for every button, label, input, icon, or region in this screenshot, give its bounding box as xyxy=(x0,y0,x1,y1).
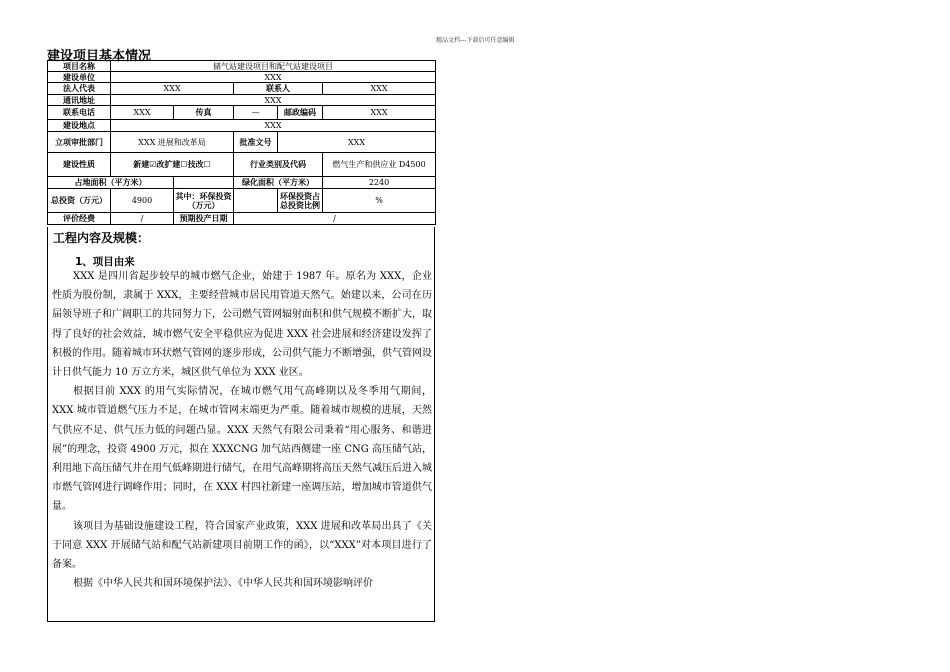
subsection-title: 1、项目由来 xyxy=(75,256,135,268)
nature-label: 建设性质 xyxy=(48,153,111,177)
address-label: 通讯地址 xyxy=(48,95,111,106)
project-name-value: 储气站建设项目和配气站建设项目 xyxy=(111,61,436,72)
location-value: XXX xyxy=(111,120,436,132)
phone-value: XXX xyxy=(111,106,174,120)
header-watermark: 精品文档---下载后可任意编辑 xyxy=(436,37,515,44)
approval-doc-value: XXX xyxy=(278,132,436,153)
area-value xyxy=(174,177,234,189)
total-investment-label: 总投资（万元） xyxy=(48,189,111,213)
total-investment-value: 4900 xyxy=(111,189,174,213)
green-area-value: 2240 xyxy=(323,177,436,189)
contact-value: XXX xyxy=(323,83,436,95)
area-label: 占地面积（平方米） xyxy=(48,177,174,189)
production-date-value: / xyxy=(234,213,436,225)
legal-rep-value: XXX xyxy=(111,83,234,95)
fax-value: — xyxy=(234,106,278,120)
industry-value: 燃气生产和供应业 D4500 xyxy=(323,153,436,177)
paragraph: 该项目为基础设施建设工程，符合国家产业政策，XXX 进展和改革局出具了《关于同意 XXX 开展储气站和配气站新建项目前期工作的函》，以“XXX”对本项目进行了备案。 xyxy=(52,520,432,571)
eval-fee-label: 评价经费 xyxy=(48,213,111,225)
location-label: 建设地点 xyxy=(48,120,111,132)
paragraph: 根据《中华人民共和国环境保护法》、《中华人民共和国环境影响评价 xyxy=(73,578,373,590)
project-name-label: 项目名称 xyxy=(48,61,111,72)
paragraph: 根据目前 XXX 的用气实际情况，在城市燃气用气高峰期以及冬季用气期间，XXX 城市管道燃气压力不足，在城市管网末端更为严重。随着城市规模的进展，天然气供应不足、供气压力低的问题凸显。XXX 天然气有限公司秉着“用心服务、和谐进展”的理念，投资 4900 万元，拟在 XXXCNG 加气站西侧建一座 CNG 高压储气站，利用地下高压储气井在用气低峰期进行储气，在用气高峰期将高压天然气减压后进入城市燃气管网进行调峰作用；同时，在 XXX 村四社新建一座调压站，增加城市管道供气量。 xyxy=(52,386,432,513)
nature-value: 新建☑改扩建☐技改☐ xyxy=(111,153,234,177)
production-date-label: 预期投产日期 xyxy=(174,213,234,225)
project-info-table xyxy=(47,60,436,225)
paragraph: XXX 是四川省起步较早的城市燃气企业，始建于 1987 年。原名为 XXX，企业性质为股份制，隶属于 XXX，主要经营城市居民用管道天然气。始建以来，公司在历届领导班子和广阔职工的共同努力下，公司燃气管网辐射面积和供气规模不断扩大，取得了良好的社会效益，城市燃气安全平稳供应为促进 XXX 社会进展和经济建设发挥了积极的作用。随着城市环状燃气管网的逐步形成，公司供气能力不断增强，供气管网设计日供气能力 10 万立方米，城区供气单位为 XXX 业区。 xyxy=(52,271,432,379)
postcode-value: XXX xyxy=(323,106,436,120)
unit-label: 建设单位 xyxy=(48,72,111,83)
env-investment-label: 其中：环保投资（万元） xyxy=(174,189,234,213)
phone-label: 联系电话 xyxy=(48,106,111,120)
env-investment-value xyxy=(234,189,278,213)
approval-dept-label: 立项审批部门 xyxy=(48,132,111,153)
env-ratio-value: % xyxy=(323,189,436,213)
unit-value: XXX xyxy=(111,72,436,83)
legal-rep-label: 法人代表 xyxy=(48,83,111,95)
address-value: XXX xyxy=(111,95,436,106)
industry-label: 行业类别及代码 xyxy=(234,153,323,177)
eval-fee-value: / xyxy=(111,213,174,225)
env-ratio-label: 环保投资占总投资比例 xyxy=(278,189,323,213)
body-text xyxy=(52,267,432,593)
section-title: 工程内容及规模： xyxy=(53,231,150,245)
approval-doc-label: 批准文号 xyxy=(234,132,278,153)
fax-label: 传真 xyxy=(174,106,234,120)
green-area-label: 绿化面积（平方米） xyxy=(234,177,323,189)
page-title: 建设项目基本情况 xyxy=(47,49,152,64)
postcode-label: 邮政编码 xyxy=(278,106,323,120)
contact-label: 联系人 xyxy=(234,83,323,95)
approval-dept-value: XXX 进展和改革局 xyxy=(111,132,234,153)
project-content-box xyxy=(47,227,435,622)
